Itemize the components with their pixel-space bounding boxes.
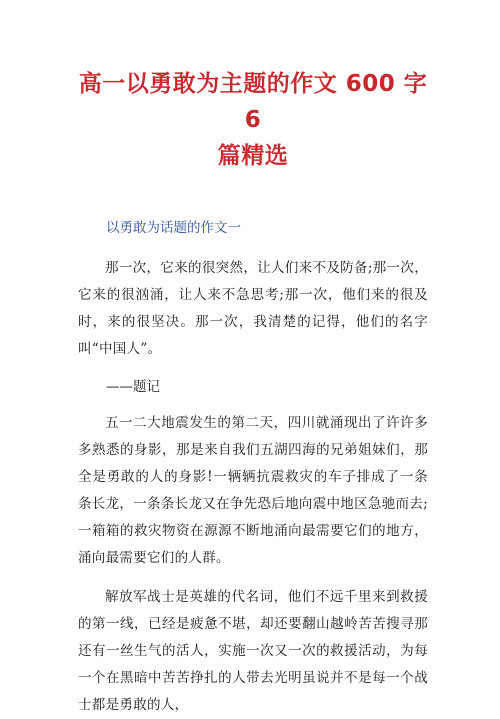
- section-heading: 以勇敢为话题的作文一: [106, 220, 241, 236]
- paragraph-1: 那一次，它来的很突然，让人们来不及防备;那一次，它来的很汹涌，让人来不急思考;那一次，他们来的很及时，来的很坚决。那一次，我清楚的记得，他们的名字叫“中国人”。: [78, 260, 428, 357]
- paragraph-2: 五一二大地震发生的第二天，四川就涌现出了许许多多熟悉的身影，那是来自我们五湖四海的兄弟姐妹们，那全是勇敢的人的身影!一辆辆抗震救灾的车子排成了一条条长龙，一条条长龙又在争先恐后地向震中地区急驰而去;一箱箱的救灾物资在源源不断地涌向最需要它们的地方，涌向最需要它们的人群。: [78, 415, 428, 566]
- paragraph-3: 解放军战士是英雄的代名词，他们不远千里来到救援的第一线，已经是疲惫不堪，却还要翻山越岭苦苦搜寻那还有一丝生气的活人，实施一次又一次的救援活动，为每一个在黑暗中苦苦挣扎的人带去光明虽说并不是每一个战士都是勇敢的人，: [78, 589, 428, 713]
- document-title: [78, 0, 428, 174]
- title-line-1: 高一以勇敢为主题的作文 600 字 6: [78, 71, 428, 133]
- inscription: ——题记: [106, 379, 160, 395]
- title-line-2: 篇精选: [217, 143, 289, 169]
